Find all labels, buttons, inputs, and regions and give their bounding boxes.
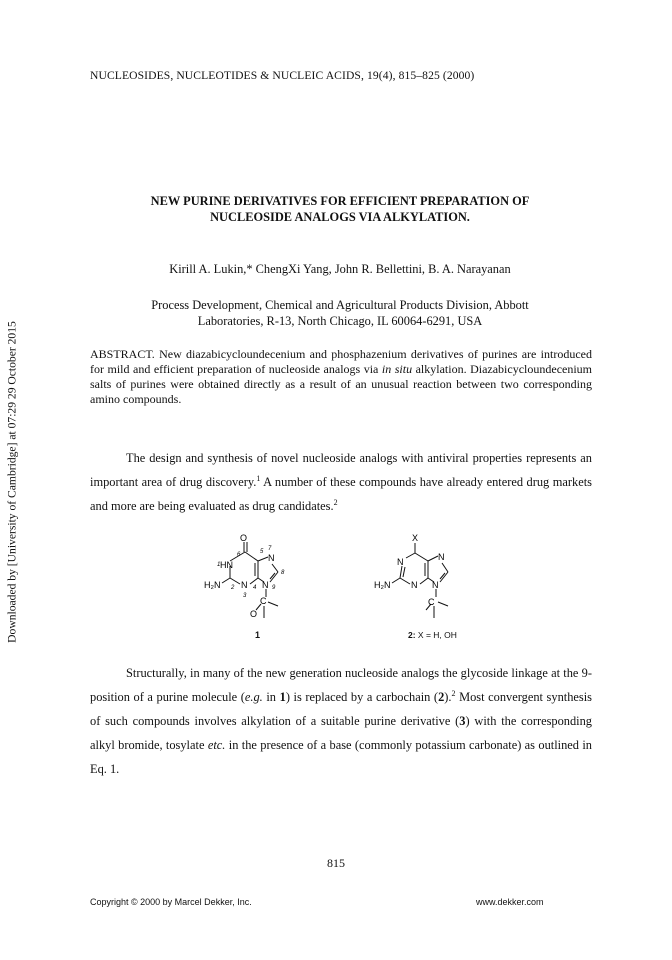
s1-locant-8: 8: [281, 570, 285, 576]
abstract: [90, 347, 592, 407]
p2-text-2: in: [262, 690, 280, 704]
journal-header: NUCLEOSIDES, NUCLEOTIDES & NUCLEIC ACIDS, 19(4), 815–825 (2000): [90, 69, 475, 82]
s1-locant-4: 4: [253, 585, 257, 591]
structure-2-number: 2:: [408, 630, 416, 640]
p2-compound-1: 1: [279, 690, 286, 704]
p2-compound-2: 2: [438, 690, 445, 704]
s1-locant-3: 3: [243, 593, 247, 599]
p2-text-7: in the presence of a base (commonly potassium carbonate) as outlined in Eq. 1.: [90, 738, 592, 776]
download-note: Downloaded by [University of Cambridge] at 07:29 29 October 2015: [5, 321, 19, 643]
p2-text-6: ) with the corresponding alkyl bromide, tosylate: [90, 714, 593, 752]
s1-atom-n3: N: [241, 580, 248, 590]
publisher-website[interactable]: www.dekker.com: [476, 897, 544, 907]
intro-text-a: The design and synthesis of novel nucleoside analogs with antiviral properties represents an important area of drug discovery.: [90, 451, 592, 489]
copyright-notice: Copyright © 2000 by Marcel Dekker, Inc.: [90, 897, 252, 907]
s2-atom-n7: N: [438, 552, 445, 562]
abstract-text-2: alkylation. Diazabicycloundecenium salts of purines were obtained directly as a result of an unusual reaction between two corresponding amino compounds.: [90, 362, 593, 406]
structure-1-label: 1: [255, 630, 261, 640]
structure-2: [368, 530, 478, 640]
s2-atom-h2n: H₂N: [374, 580, 391, 590]
structure-2-label: [408, 630, 457, 640]
abstract-label: ABSTRACT.: [90, 347, 155, 361]
s1-atom-hn: HN: [220, 560, 233, 570]
s2-atom-x: X: [412, 533, 419, 543]
ref-2[interactable]: 2: [333, 498, 338, 507]
page-number: 815: [327, 856, 345, 870]
ref-1[interactable]: 1: [256, 474, 261, 483]
p2-ref-2[interactable]: 2: [451, 689, 456, 698]
s1-locant-6: 6: [237, 552, 241, 558]
affiliation-line-2: Laboratories, R-13, North Chicago, IL 60064-6291, USA: [197, 314, 483, 328]
p2-compound-3: 3: [459, 714, 466, 728]
s1-atom-c: C: [260, 596, 267, 606]
p2-text-5: Most convergent synthesis of such compounds involves alkylation of a suitable purine derivative (: [90, 690, 592, 728]
p2-text-1: Structurally, in many of the new generation nucleoside analogs the glycoside linkage at the 9-position of a purine molecule (: [90, 666, 592, 704]
abstract-italic: in situ: [381, 362, 413, 376]
s1-locant-1: 1: [217, 562, 221, 568]
structure-2-drawing: [368, 530, 478, 640]
s1-locant-5: 5: [260, 549, 264, 555]
title-line-1: NEW PURINE DERIVATIVES FOR EFFICIENT PREPARATION OF: [150, 194, 530, 208]
s1-locant-9: 9: [272, 585, 276, 591]
s1-locant-2: 2: [231, 585, 235, 591]
article-title: [80, 193, 600, 225]
author-list: Kirill A. Lukin,* ChengXi Yang, John R. Bellettini, B. A. Narayanan: [169, 262, 511, 276]
s1-atom-h2n: H₂N: [204, 580, 221, 590]
s1-atom-n9: N: [262, 580, 269, 590]
download-watermark: [2, 292, 22, 672]
intro-text-b: A number of these compounds have already entered drug markets and more are being evaluated as drug candidates.: [90, 475, 592, 513]
s1-atom-o-top: O: [240, 533, 248, 543]
structure-2-substituents: X = H, OH: [415, 630, 457, 640]
structure-paragraph: [90, 661, 592, 781]
structure-1-drawing: [200, 530, 310, 640]
s1-atom-n7: N: [268, 553, 275, 563]
abstract-text-1: New diazabicycloundecenium and phosphazenium derivatives of purines are introduced for mild and efficient preparation of nucleoside analogs via: [90, 347, 592, 376]
p2-text-3: ) is replaced by a carbochain (: [285, 690, 439, 704]
s1-locant-7: 7: [268, 546, 272, 552]
affiliation-line-1: Process Development, Chemical and Agricultural Products Division, Abbott: [151, 298, 529, 312]
s2-atom-c: C: [428, 597, 435, 607]
p2-eg: e.g.: [244, 690, 263, 704]
p2-text-4: ).: [444, 690, 452, 704]
affiliation: [80, 297, 600, 329]
structure-1: [200, 530, 310, 640]
s2-atom-n1: N: [397, 557, 404, 567]
s2-atom-n3: N: [411, 580, 418, 590]
s1-atom-o-side: O: [250, 609, 258, 619]
p2-etc: etc.: [207, 738, 226, 752]
s2-atom-n9: N: [432, 580, 439, 590]
title-line-2: NUCLEOSIDE ANALOGS VIA ALKYLATION.: [210, 210, 470, 224]
intro-paragraph: [90, 446, 592, 518]
